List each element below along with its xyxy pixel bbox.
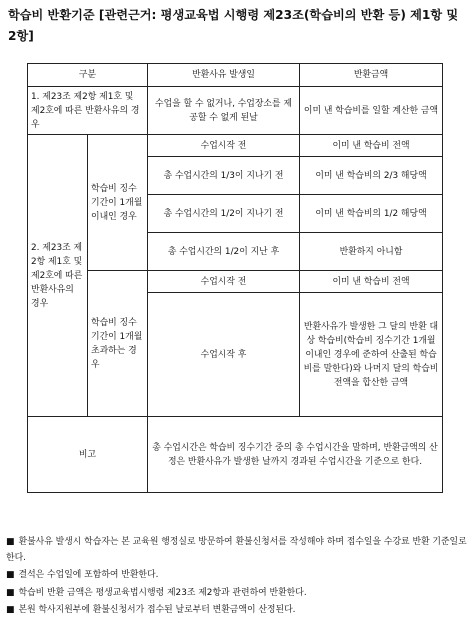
row1-occurrence: 수업을 할 수 없거나, 수업장소를 제공할 수 없게 된날	[148, 87, 300, 135]
header-category: 구분	[28, 64, 148, 87]
sub1-amount: 반환하지 아니함	[300, 233, 443, 271]
note-text: 환불사유 발생시 학습자는 본 교육원 행정실로 방문하여 환불신청서를 작성해야 하며 접수일을 수강료 반환 기준일로 한다.	[6, 537, 467, 563]
square-bullet-icon: ■	[6, 587, 15, 598]
table-row	[28, 417, 443, 493]
table-row	[28, 135, 443, 157]
table-header-row	[28, 64, 443, 87]
note-text: 학습비 반환 금액은 평생교육법시행령 제23조 제2항과 관련하여 반환한다.	[18, 587, 307, 598]
header-occurrence: 반환사유 발생일	[148, 64, 300, 87]
page-title: 학습비 반환기준 [관련근거: 평생교육법 시행령 제23조(학습비의 반환 등) 제1항 및 2항]	[8, 8, 459, 43]
table-row	[28, 271, 443, 293]
note-text: 결석은 수업일에 포함하여 반환한다.	[18, 570, 159, 581]
sub1-occurrence: 총 수업시간의 1/2이 지나기 전	[148, 195, 300, 233]
sub1-occurrence: 수업시작 전	[148, 135, 300, 157]
sub1-period: 학습비 징수기간이 1개월 이내인 경우	[88, 135, 148, 271]
sub2-amount: 이미 낸 학습비 전액	[300, 271, 443, 293]
list-item	[6, 568, 468, 584]
row1-category: 1. 제23조 제2항 제1호 및 제2호에 따른 반환사유의 경우	[28, 87, 148, 135]
sub1-occurrence: 총 수업시간의 1/3이 지나기 전	[148, 157, 300, 195]
row1-amount: 이미 낸 학습비를 일할 계산한 금액	[300, 87, 443, 135]
table-row	[28, 87, 443, 135]
sub2-occurrence: 수업시작 전	[148, 271, 300, 293]
list-item	[6, 535, 468, 566]
notes-list	[6, 535, 468, 621]
sub1-amount: 이미 낸 학습비 전액	[300, 135, 443, 157]
square-bullet-icon: ■	[6, 605, 15, 616]
square-bullet-icon: ■	[6, 570, 15, 581]
remark-text: 총 수업시간은 학습비 징수기간 중의 총 수업시간을 말하며, 반환금액의 산정은 반환사유가 발생한 날까지 경과된 수업시간을 기준으로 한다.	[148, 417, 443, 493]
square-bullet-icon: ■	[6, 537, 15, 547]
sub1-occurrence: 총 수업시간의 1/2이 지난 후	[148, 233, 300, 271]
sub1-amount: 이미 낸 학습비의 2/3 해당액	[300, 157, 443, 195]
sub2-occurrence: 수업시작 후	[148, 293, 300, 417]
sub1-amount: 이미 낸 학습비의 1/2 해당액	[300, 195, 443, 233]
sub2-amount: 반환사유가 발생한 그 달의 반환 대상 학습비(학습비 징수기간 1개월 이내인 경우에 준하여 산출된 학습비를 말한다)와 나머지 달의 학습비 전액을 합산한 금액	[300, 293, 443, 417]
list-item	[6, 586, 468, 602]
row2-category: 2. 제23조 제2항 제1호 및 제2호에 따른 반환사유의 경우	[28, 135, 88, 417]
note-text: 본원 학사지원부에 환불신청서가 접수된 날로부터 변환금액이 산정된다.	[18, 605, 296, 616]
remark-label: 비고	[28, 417, 148, 493]
refund-criteria-table	[27, 63, 443, 493]
list-item	[6, 603, 468, 619]
sub2-period: 학습비 징수기간이 1개월 초과하는 경우	[88, 271, 148, 417]
header-amount: 반환금액	[300, 64, 443, 87]
